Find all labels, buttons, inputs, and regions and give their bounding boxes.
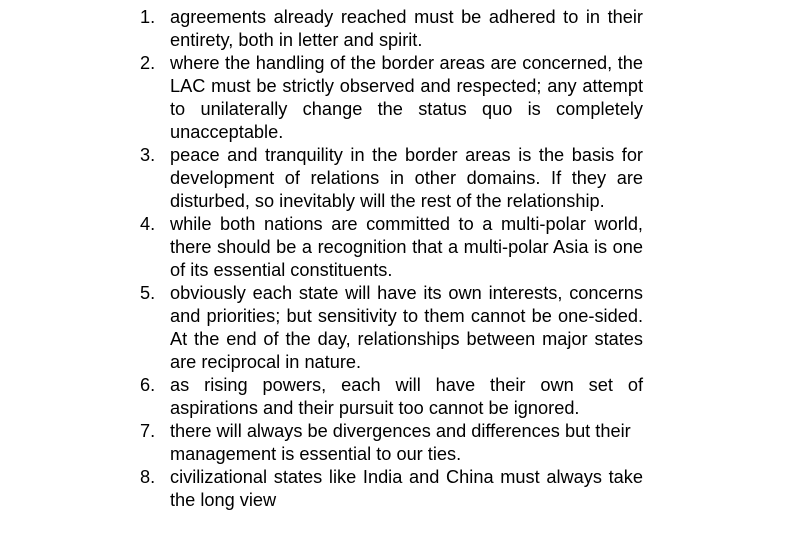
list-number: 6. — [140, 375, 156, 395]
list-item-text: while both nations are committed to a multi-polar world, there should be a recognition that a multi-polar Asia is one of its essential constituents. — [170, 214, 643, 280]
list-item-text: peace and tranquility in the border areas is the basis for development of relations in other domains. If they are disturbed, so inevitably will the rest of the relationship. — [170, 145, 643, 211]
principles-list — [140, 6, 643, 512]
list-item — [140, 282, 643, 374]
list-number: 2. — [140, 53, 156, 73]
list-item-text: as rising powers, each will have their own set of aspirations and their pursuit too cannot be ignored. — [170, 375, 643, 418]
list-item — [140, 213, 643, 282]
list-item — [140, 52, 643, 144]
list-item — [140, 6, 643, 52]
list-item — [140, 466, 643, 512]
document-page — [140, 6, 643, 512]
list-number: 4. — [140, 214, 156, 234]
list-item-text: obviously each state will have its own interests, concerns and priorities; but sensitivity to them cannot be one-sided. At the end of the day, relationships between major states are reciprocal in nature. — [170, 283, 643, 372]
list-number: 3. — [140, 145, 156, 165]
list-item — [140, 420, 643, 466]
list-item-text: there will always be divergences and differences but their management is essential to our ties. — [170, 421, 631, 464]
list-item — [140, 374, 643, 420]
list-number: 8. — [140, 467, 156, 487]
list-item-text: agreements already reached must be adhered to in their entirety, both in letter and spirit. — [170, 7, 643, 50]
list-item — [140, 144, 643, 213]
list-item-text: civilizational states like India and China must always take the long view — [170, 467, 643, 510]
list-item-text: where the handling of the border areas are concerned, the LAC must be strictly observed and respected; any attempt to unilaterally change the status quo is completely unacceptable. — [170, 53, 643, 142]
list-number: 5. — [140, 283, 156, 303]
list-number: 7. — [140, 421, 156, 441]
list-number: 1. — [140, 7, 156, 27]
